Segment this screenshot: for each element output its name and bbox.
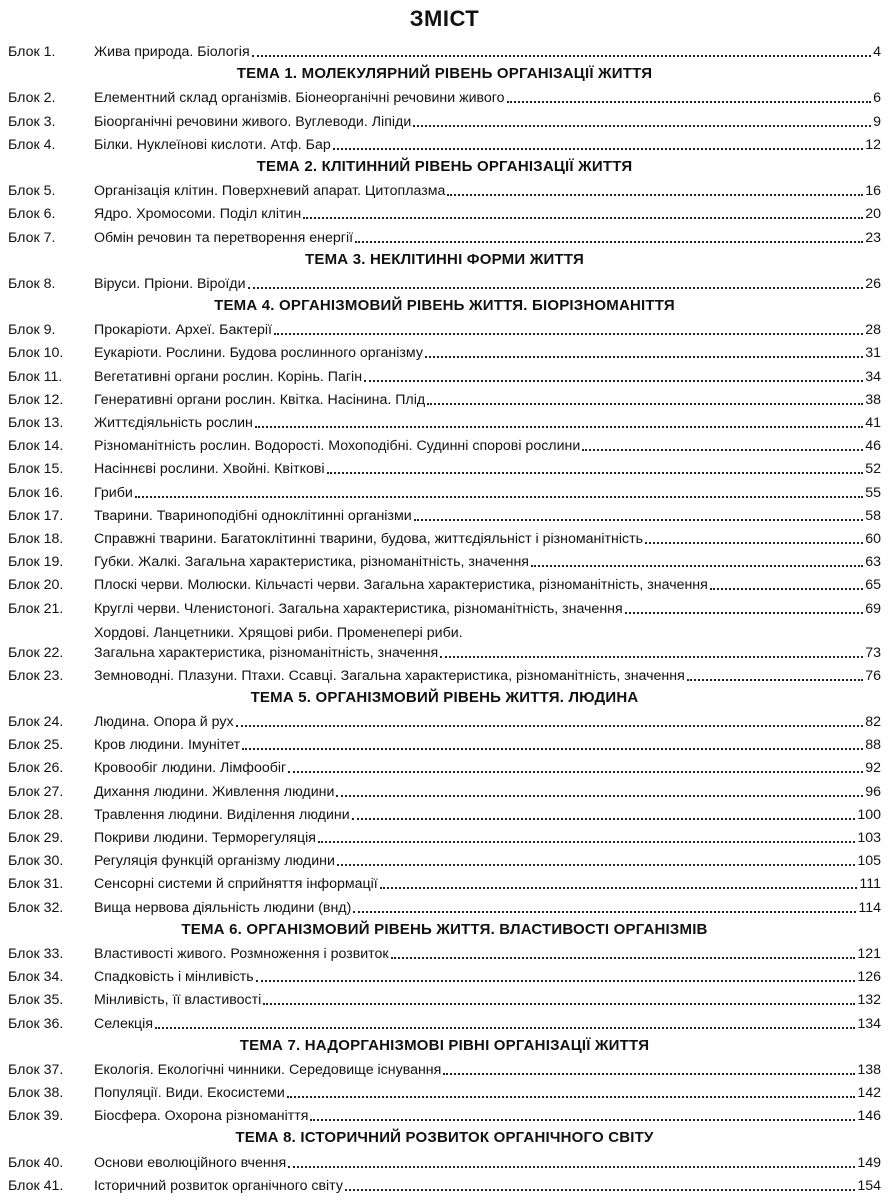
dot-leader (687, 679, 863, 681)
entry-body (94, 42, 881, 62)
entry-body (94, 529, 881, 549)
toc-entry[interactable] (8, 1057, 881, 1080)
dot-leader (288, 1166, 855, 1168)
page-number: 65 (865, 577, 881, 594)
entry-body (94, 599, 881, 619)
page-number: 105 (857, 853, 881, 870)
toc-entry[interactable] (8, 340, 881, 363)
entry-body (94, 828, 881, 848)
block-number: Блок 37. (8, 1061, 64, 1078)
toc-entry[interactable] (8, 132, 881, 155)
section-heading: ТЕМА 3. НЕКЛІТИННІ ФОРМИ ЖИТТЯ (305, 250, 584, 268)
dot-leader (380, 887, 858, 889)
dot-leader (155, 1027, 855, 1029)
toc-entry[interactable] (8, 778, 881, 801)
block-number: Блок 34. (8, 969, 64, 986)
block-number: Блок 11. (8, 368, 63, 385)
page-number: 154 (857, 1177, 881, 1194)
entry-title: Властивості живого. Розмноження і розвиток (94, 945, 389, 962)
page-number: 23 (865, 229, 881, 246)
block-number: Блок 31. (8, 876, 64, 893)
page-number: 41 (865, 415, 881, 431)
entry-title: Гриби (94, 484, 133, 501)
entry-title: Спадковість і мінливість (94, 969, 254, 986)
page-number: 6 (873, 90, 881, 107)
entry-body (94, 343, 881, 363)
block-number: Блок 25. (8, 737, 64, 754)
page-number: 114 (858, 899, 881, 916)
page-number: 73 (865, 644, 881, 661)
page-number: 31 (865, 345, 881, 362)
entry-title: Покриви людини. Терморегуляція (94, 830, 316, 846)
block-number: Блок 41. (8, 1177, 64, 1194)
toc-entry[interactable] (8, 755, 881, 778)
block-number: Блок 36. (8, 1015, 64, 1032)
entry-body (94, 413, 881, 433)
section-heading: ТЕМА 7. НАДОРГАНІЗМОВІ РІВНІ ОРГАНІЗАЦІЇ ЖИТТЯ (239, 1036, 650, 1054)
block-number: Блок 16. (8, 484, 64, 501)
page-number: 63 (865, 554, 881, 571)
block-number: Блок 5. (8, 183, 56, 200)
entry-title: Кров людини. Імунітет (94, 737, 241, 754)
block-number: Блок 2. (8, 90, 56, 107)
entry-title: Прокаріоти. Археї. Бактерії (94, 322, 272, 339)
dot-leader (255, 426, 863, 428)
dot-leader (135, 496, 863, 498)
block-number: Блок 26. (8, 760, 64, 777)
entry-title: Хордові. Ланцетники. Хрящові риби. Променепері риби. (94, 624, 463, 641)
entry-body (94, 990, 881, 1010)
entry-title: Еукаріоти. Рослини. Будова рослинного організму (94, 345, 423, 362)
dot-leader (440, 656, 863, 658)
entry-title: Сенсорні системи й сприйняття інформації (94, 876, 378, 893)
entry-title: Травлення людини. Виділення людини (94, 806, 350, 823)
toc-entry[interactable] (8, 317, 881, 340)
entry-body (94, 1176, 881, 1196)
dot-leader (353, 911, 856, 913)
entry-title: Життєдіяльність рослин (94, 415, 253, 431)
block-number: Блок 29. (8, 830, 64, 846)
entry-title: Селекція (94, 1015, 154, 1032)
entry-title: Вегетативні органи рослин. Корінь. Пагін (94, 368, 363, 385)
page-number: 82 (865, 714, 881, 731)
block-number: Блок 9. (8, 322, 56, 339)
entry-body (94, 274, 881, 294)
dot-leader (337, 864, 855, 866)
entry-body (94, 436, 881, 456)
page-number: 69 (865, 600, 881, 617)
entry-title: Віруси. Пріони. Віроїди (94, 275, 246, 292)
entry-title: Регуляція функцій організму людини (94, 853, 335, 870)
dot-leader (336, 795, 863, 797)
toc-entry[interactable] (8, 549, 881, 572)
entry-body (94, 1014, 881, 1034)
page-number: 149 (857, 1154, 881, 1171)
block-number: Блок 18. (8, 530, 64, 547)
entry-body (94, 228, 881, 248)
toc-entry[interactable] (8, 503, 881, 526)
toc-entry[interactable] (8, 1103, 881, 1126)
entry-title: Губки. Жалкі. Загальна характеристика, різноманітність, значення (94, 554, 529, 571)
toc-entry[interactable] (8, 987, 881, 1010)
page-number: 88 (865, 737, 881, 754)
dot-leader (242, 748, 863, 750)
toc-entry[interactable] (8, 709, 881, 732)
dot-leader (427, 403, 863, 405)
page-number: 103 (857, 830, 881, 846)
section-heading: ТЕМА 8. ІСТОРИЧНИЙ РОЗВИТОК ОРГАНІЧНОГО СВІТУ (235, 1129, 654, 1147)
toc-entry[interactable] (8, 201, 881, 224)
entry-body (94, 967, 881, 987)
toc-entry[interactable] (8, 433, 881, 456)
block-number: Блок 22. (8, 644, 64, 661)
block-number: Блок 28. (8, 806, 64, 823)
block-number: Блок 17. (8, 507, 64, 524)
entry-title: Плоскі черви. Молюски. Кільчасті черви. Загальна характеристика, різноманітність, значення (94, 577, 708, 594)
dot-leader (287, 1096, 855, 1098)
entry-title: Генеративні органи рослин. Квітка. Насінина. Плід (94, 391, 426, 408)
entry-body (94, 735, 881, 755)
toc-entry[interactable] (8, 271, 881, 294)
entry-title: Тварини. Твариноподібні одноклітинні організми (94, 507, 412, 524)
dot-leader (303, 217, 863, 219)
toc-entry[interactable] (8, 224, 881, 247)
page-number: 142 (857, 1085, 881, 1102)
block-number: Блок 3. (8, 113, 56, 130)
page-number: 9 (873, 113, 881, 130)
dot-leader (413, 125, 871, 127)
block-number: Блок 21. (8, 600, 64, 617)
section-heading: ТЕМА 2. КЛІТИННИЙ РІВЕНЬ ОРГАНІЗАЦІЇ ЖИТТЯ (256, 157, 633, 175)
toc-entry[interactable] (8, 848, 881, 871)
entry-title: Елементний склад організмів. Біонеорганічні речовини живого (94, 90, 505, 107)
toc-entry[interactable] (8, 1173, 881, 1196)
dot-leader (355, 241, 863, 243)
section-heading: ТЕМА 5. ОРГАНІЗМОВИЙ РІВЕНЬ ЖИТТЯ. ЛЮДИНА (250, 688, 639, 706)
toc-entry[interactable] (8, 964, 881, 987)
entry-title: Справжні тварини. Багатоклітинні тварини, будова, життєдіяльніст і різноманітність (94, 530, 643, 547)
page-number: 4 (873, 44, 881, 60)
toc-entry[interactable] (8, 387, 881, 410)
page-number: 111 (859, 876, 881, 893)
entry-body (94, 1106, 881, 1126)
entry-body (94, 623, 881, 663)
toc-entry[interactable] (8, 1080, 881, 1103)
entry-body (94, 390, 881, 410)
block-number: Блок 24. (8, 714, 64, 731)
toc-entry[interactable] (8, 410, 881, 433)
dot-leader (236, 725, 864, 727)
entry-title: Біосфера. Охорона різноманіття (94, 1108, 309, 1125)
page-number: 52 (865, 461, 881, 478)
entry-body (94, 88, 881, 108)
entry-title: Дихання людини. Живлення людини (94, 783, 335, 800)
dot-leader (333, 148, 863, 150)
dot-leader (582, 449, 863, 451)
table-of-contents (8, 38, 881, 1196)
page-number: 60 (865, 530, 881, 547)
entry-title-continued: Загальна характеристика, різноманітність, значення (94, 644, 439, 661)
block-number: Блок 19. (8, 554, 64, 571)
entry-body (94, 712, 881, 732)
block-number: Блок 23. (8, 667, 64, 684)
entry-title: Основи еволюційного вчення (94, 1154, 287, 1171)
page-number: 92 (865, 760, 881, 777)
entry-title: Круглі черви. Членистоногі. Загальна характеристика, різноманітність, значення (94, 600, 623, 617)
entry-title: Обмін речовин та перетворення енергії (94, 229, 354, 246)
block-number: Блок 27. (8, 783, 64, 800)
dot-leader (447, 194, 863, 196)
page-number: 134 (857, 1015, 881, 1032)
dot-leader (414, 519, 864, 521)
toc-entry[interactable] (8, 85, 881, 108)
entry-body (94, 898, 881, 918)
entry-body (94, 204, 881, 224)
dot-leader (443, 1073, 855, 1075)
page-number: 38 (865, 391, 881, 408)
entry-body (94, 552, 881, 572)
toc-entry[interactable] (8, 825, 881, 848)
entry-body (94, 367, 881, 387)
dot-leader (310, 1119, 855, 1121)
entry-title: Земноводні. Плазуни. Птахи. Ссавці. Загальна характеристика, різноманітність, значення (94, 667, 685, 684)
entry-body (94, 944, 881, 964)
toc-entry[interactable] (8, 178, 881, 201)
section-heading: ТЕМА 6. ОРГАНІЗМОВИЙ РІВЕНЬ ЖИТТЯ. ВЛАСТИВОСТІ ОРГАНІЗМІВ (181, 920, 708, 938)
entry-body (94, 135, 881, 155)
page-number: 20 (865, 206, 881, 223)
page-number: 146 (857, 1108, 881, 1125)
entry-body (94, 506, 881, 526)
block-number: Блок 4. (8, 136, 56, 153)
entry-body (94, 805, 881, 825)
page-number: 76 (865, 667, 881, 684)
block-number: Блок 8. (8, 275, 56, 292)
toc-entry[interactable] (8, 732, 881, 755)
toc-entry[interactable] (8, 802, 881, 825)
entry-body (94, 1153, 881, 1173)
entry-title: Історичний розвиток органічного світу (94, 1177, 343, 1194)
toc-entry[interactable] (8, 526, 881, 549)
entry-body (94, 181, 881, 201)
toc-entry[interactable] (8, 871, 881, 894)
entry-title: Екологія. Екологічні чинники. Середовище існування (94, 1061, 442, 1078)
page-number: 100 (857, 806, 881, 823)
entry-title: Мінливість, її властивості (94, 992, 262, 1009)
page-number: 55 (865, 484, 881, 501)
entry-title: Жива природа. Біологія (94, 44, 250, 60)
toc-entry[interactable] (8, 663, 881, 686)
entry-title: Кровообіг людини. Лімфообіг (94, 760, 287, 777)
block-number: Блок 1. (8, 44, 56, 60)
dot-leader (345, 1189, 855, 1191)
dot-leader (263, 1003, 855, 1005)
toc-entry[interactable] (8, 941, 881, 964)
page-title: ЗМІСТ (409, 6, 480, 31)
page-number: 138 (857, 1061, 881, 1078)
toc-entry[interactable] (8, 363, 881, 386)
dot-leader (645, 542, 863, 544)
entry-body (94, 782, 881, 802)
dot-leader (531, 565, 863, 567)
entry-body (94, 575, 881, 595)
block-number: Блок 13. (8, 415, 64, 431)
entry-body (94, 459, 881, 479)
dot-leader (391, 957, 856, 959)
toc-entry[interactable] (8, 479, 881, 502)
page-number: 132 (857, 992, 881, 1009)
entry-body (94, 1083, 881, 1103)
section-heading: ТЕМА 1. МОЛЕКУЛЯРНИЙ РІВЕНЬ ОРГАНІЗАЦІЇ ЖИТТЯ (236, 65, 653, 82)
block-number: Блок 10. (8, 345, 64, 362)
entry-title: Біоорганічні речовини живого. Вуглеводи. Ліпіди (94, 113, 412, 130)
dot-leader (248, 287, 864, 289)
block-number: Блок 35. (8, 992, 64, 1009)
block-number: Блок 14. (8, 438, 64, 455)
toc-entry[interactable] (8, 108, 881, 131)
dot-leader (327, 472, 864, 474)
toc-entry[interactable] (8, 38, 881, 62)
block-number: Блок 38. (8, 1085, 64, 1102)
block-number: Блок 32. (8, 899, 64, 916)
section-heading: ТЕМА 4. ОРГАНІЗМОВИЙ РІВЕНЬ ЖИТТЯ. БІОРІЗНОМАНІТТЯ (214, 296, 675, 314)
entry-body (94, 758, 881, 778)
entry-body (94, 483, 881, 503)
page-number: 96 (865, 783, 881, 800)
entry-title: Вища нервова діяльність людини (внд) (94, 899, 352, 916)
dot-leader (288, 771, 863, 773)
page-number: 46 (865, 438, 881, 455)
toc-entry[interactable] (8, 572, 881, 595)
dot-leader (256, 980, 856, 982)
block-number: Блок 40. (8, 1154, 64, 1171)
block-number: Блок 12. (8, 391, 64, 408)
dot-leader (352, 818, 856, 820)
dot-leader (364, 380, 863, 382)
toc-entry[interactable] (8, 456, 881, 479)
block-number: Блок 39. (8, 1108, 64, 1125)
entry-body (94, 320, 881, 340)
block-number: Блок 33. (8, 945, 64, 962)
page-number: 12 (865, 136, 881, 153)
dot-leader (625, 612, 864, 614)
block-number: Блок 15. (8, 461, 64, 478)
page-number: 58 (865, 507, 881, 524)
page-number: 28 (865, 322, 881, 339)
dot-leader (274, 333, 863, 335)
block-number: Блок 20. (8, 577, 64, 594)
toc-entry[interactable] (8, 1010, 881, 1033)
entry-title: Популяції. Види. Екосистеми (94, 1085, 285, 1102)
entry-title: Різноманітність рослин. Водорості. Мохоподібні. Судинні спорові рослини (94, 438, 581, 455)
toc-entry[interactable] (8, 1149, 881, 1172)
dot-leader (318, 841, 855, 843)
entry-body (94, 874, 881, 894)
entry-body (94, 851, 881, 871)
page-number: 126 (857, 969, 881, 986)
dot-leader (710, 588, 863, 590)
toc-entry[interactable] (8, 619, 881, 663)
entry-body (94, 112, 881, 132)
block-number: Блок 30. (8, 853, 64, 870)
entry-body (94, 1060, 881, 1080)
entry-title: Ядро. Хромосоми. Поділ клітин (94, 206, 302, 223)
entry-title: Білки. Нуклеїнові кислоти. Атф. Бар (94, 136, 331, 153)
toc-entry[interactable] (8, 595, 881, 618)
entry-body (94, 666, 881, 686)
page-number: 16 (865, 183, 881, 200)
entry-title: Організація клітин. Поверхневий апарат. Цитоплазма (94, 183, 446, 200)
toc-entry[interactable] (8, 894, 881, 917)
page-number: 121 (857, 945, 881, 962)
dot-leader (425, 356, 863, 358)
block-number: Блок 7. (8, 229, 56, 246)
entry-title: Людина. Опора й рух (94, 714, 234, 731)
page-number: 34 (865, 368, 881, 385)
page-number: 26 (865, 275, 881, 292)
dot-leader (507, 101, 872, 103)
entry-title: Насіннєві рослини. Хвойні. Квіткові (94, 461, 325, 478)
dot-leader (252, 55, 871, 57)
entry-title-continued-line (94, 643, 881, 663)
block-number: Блок 6. (8, 206, 56, 223)
